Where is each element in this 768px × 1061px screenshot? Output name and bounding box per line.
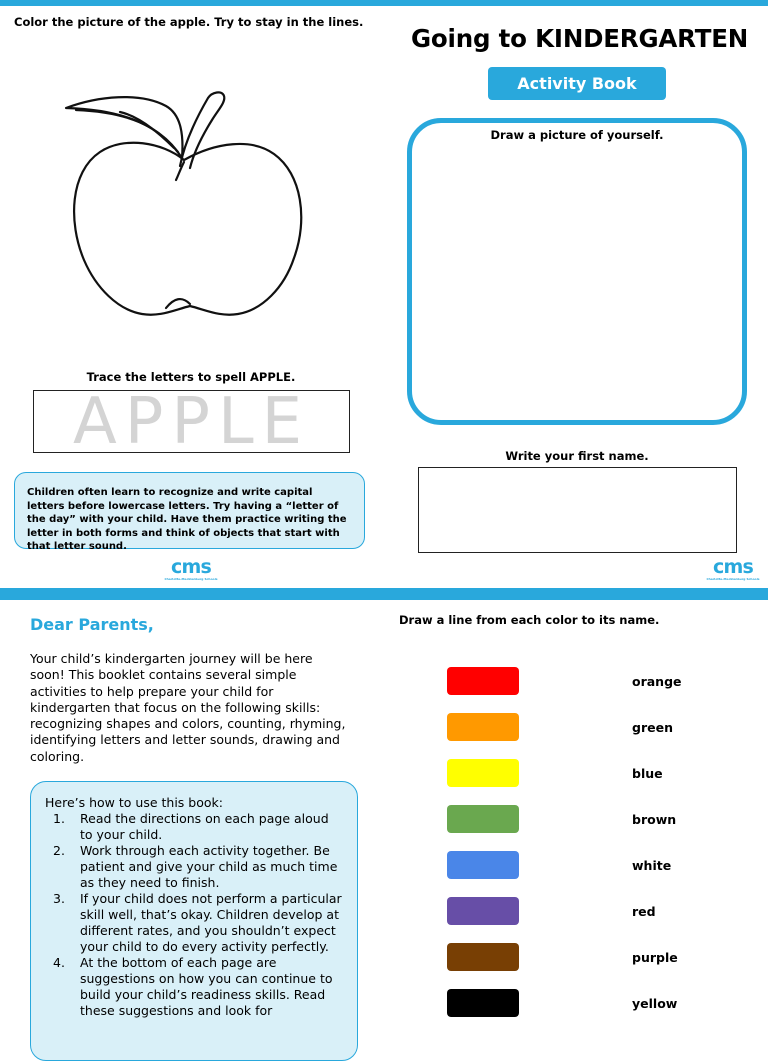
parent-tip-text: Children often learn to recognize and write capital letters before lowercase letters. Try having a “letter of the day” with your child. Have them practice writing the letter in both forms and think of objects that start with that letter sound.: [27, 487, 347, 552]
color-name-label[interactable]: orange: [632, 674, 682, 689]
color-swatch-brown[interactable]: [447, 943, 519, 971]
cms-logo-word: cms: [171, 556, 211, 578]
how-to-use-box: [30, 781, 358, 1061]
color-match-instruction: Draw a line from each color to its name.: [399, 613, 660, 627]
color-name-label[interactable]: purple: [632, 950, 678, 965]
self-portrait-frame[interactable]: [407, 118, 747, 425]
color-name-label[interactable]: brown: [632, 812, 677, 827]
color-name-label[interactable]: blue: [632, 766, 663, 781]
color-swatch-red[interactable]: [447, 667, 519, 695]
how-to-number: 2.: [53, 843, 65, 858]
cms-logo-right: [704, 558, 762, 581]
color-swatch-yellow[interactable]: [447, 759, 519, 787]
how-to-item-4: [45, 955, 343, 1019]
dear-parents-heading: Dear Parents,: [30, 615, 154, 634]
color-swatch-purple[interactable]: [447, 897, 519, 925]
trace-letters-box[interactable]: [33, 390, 350, 453]
how-to-item-2: [45, 843, 343, 891]
how-to-number: 1.: [53, 811, 65, 826]
how-to-text: Read the directions on each page aloud to your child.: [80, 811, 329, 842]
color-name-label[interactable]: green: [632, 720, 673, 735]
color-swatch-orange[interactable]: [447, 713, 519, 741]
how-to-title: Here’s how to use this book:: [45, 795, 223, 810]
top-accent-bar: [0, 0, 768, 6]
color-name-label[interactable]: white: [632, 858, 672, 873]
cms-logo-subtitle-right: Charlotte-Mecklenburg Schools: [706, 577, 760, 581]
how-to-item-3: [45, 891, 343, 955]
trace-word-apple: APPLE: [72, 390, 311, 453]
intro-paragraph: Your child’s kindergarten journey will be here soon! This booklet contains several simple activities to help prepare your child for kindergarten that focus on the following skills: recognizing shapes and colors, counting, rhyming, identifying letters and letter sounds, drawing and coloring.: [30, 651, 346, 764]
activity-book-badge: Activity Book: [488, 67, 666, 100]
cms-logo: [162, 558, 220, 581]
how-to-text: Work through each activity together. Be patient and give your child as much time as they need to finish.: [80, 843, 338, 890]
parent-tip-box: [14, 472, 365, 552]
cms-logo-word-right: cms: [713, 556, 753, 578]
page-title: Going to KINDERGARTEN: [411, 24, 749, 53]
draw-instruction: Draw a picture of yourself.: [490, 128, 664, 142]
color-swatch-black[interactable]: [447, 989, 519, 1017]
how-to-text: At the bottom of each page are suggestions on how you can continue to build your child’s readiness skills. Read these suggestions and look for: [80, 955, 333, 1018]
how-to-number: 4.: [53, 955, 65, 970]
how-to-item-1: [45, 811, 343, 843]
first-name-box[interactable]: [418, 467, 737, 553]
color-swatch-green[interactable]: [447, 805, 519, 833]
color-swatch-blue[interactable]: [447, 851, 519, 879]
apple-outline-drawing[interactable]: [62, 82, 318, 328]
trace-instruction: Trace the letters to spell APPLE.: [86, 370, 296, 384]
name-instruction: Write your first name.: [505, 449, 649, 463]
how-to-list: [45, 811, 343, 1019]
how-to-text: If your child does not perform a particular skill well, that’s okay. Children develop at different rates, and you shouldn’t expect your child to do every activity perfectly.: [80, 891, 342, 954]
how-to-number: 3.: [53, 891, 65, 906]
cms-logo-subtitle: Charlotte-Mecklenburg Schools: [164, 577, 218, 581]
apple-instruction: Color the picture of the apple. Try to stay in the lines.: [14, 15, 364, 29]
page-divider-bar: [0, 588, 768, 600]
color-name-label[interactable]: red: [632, 904, 656, 919]
color-name-label[interactable]: yellow: [632, 996, 678, 1011]
